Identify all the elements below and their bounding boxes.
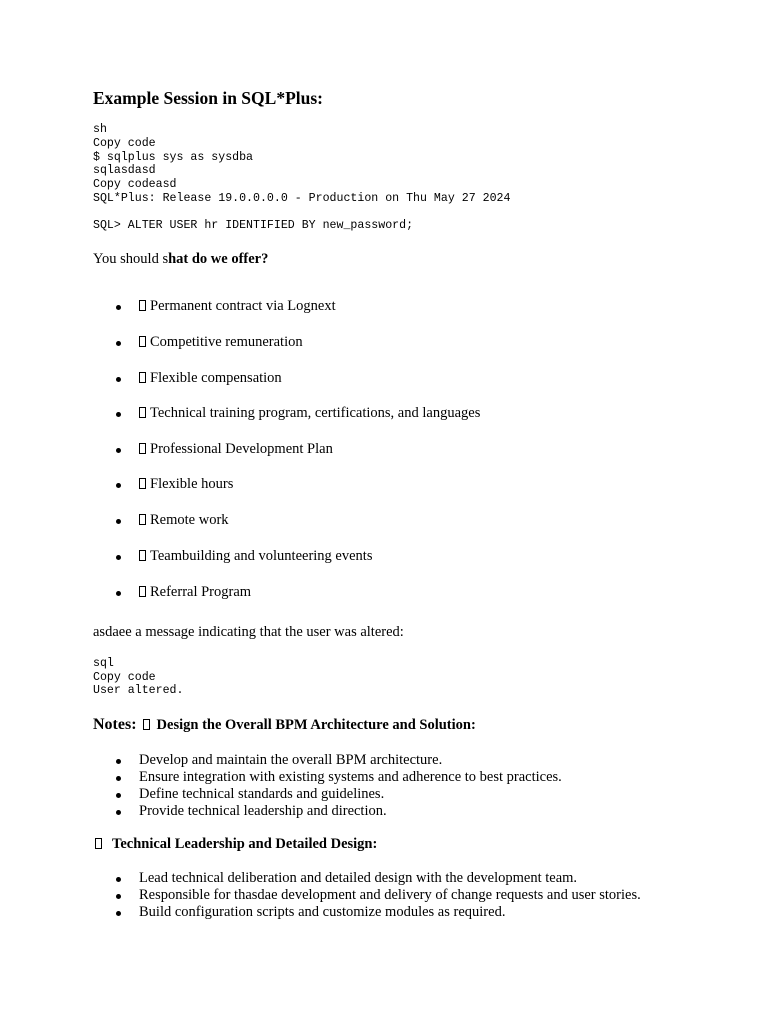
list-item — [139, 441, 333, 458]
bullet-icon — [116, 305, 121, 310]
list-item — [139, 298, 336, 315]
list-item — [139, 584, 251, 601]
missing-glyph-icon — [139, 550, 146, 561]
leadership-heading-text: Technical Leadership and Detailed Design: — [112, 836, 378, 852]
code-line: SQL*Plus: Release 19.0.0.0.0 - Production on Thu May 27 2024 — [93, 192, 511, 205]
code-line: Copy codeasd — [93, 178, 177, 191]
list-item — [139, 334, 303, 351]
missing-glyph-icon — [143, 719, 150, 730]
list-item-label: Remote work — [150, 512, 229, 528]
notes-heading-text: Design the Overall BPM Architecture and Solution: — [156, 717, 476, 733]
list-item — [139, 548, 372, 565]
list-item-label: Competitive remuneration — [150, 334, 303, 350]
missing-glyph-icon — [139, 514, 146, 525]
offer-heading-bold: hat do we offer? — [168, 251, 269, 267]
bullet-icon — [116, 877, 121, 882]
list-item-label: Flexible compensation — [150, 370, 282, 386]
list-item-label: Permanent contract via Lognext — [150, 298, 336, 314]
list-item — [139, 370, 282, 387]
bullet-icon — [116, 555, 121, 560]
bullet-icon — [116, 377, 121, 382]
code-line: $ sqlplus sys as sysdba — [93, 151, 254, 164]
bullet-icon — [116, 483, 121, 488]
code-line: sh — [93, 123, 107, 136]
list-item: Ensure integration with existing systems and adherence to best practices. — [139, 769, 562, 785]
list-item: Provide technical leadership and direction. — [139, 803, 387, 819]
bullet-icon — [116, 776, 121, 781]
missing-glyph-icon — [139, 372, 146, 383]
list-item — [139, 512, 229, 529]
list-item — [139, 476, 233, 493]
list-item — [139, 405, 480, 422]
missing-glyph-icon — [95, 838, 102, 849]
leadership-heading — [95, 836, 377, 853]
code-line: Copy code — [93, 671, 156, 684]
code-line: sqlasdasd — [93, 164, 156, 177]
bullet-icon — [116, 519, 121, 524]
bullet-icon — [116, 591, 121, 596]
list-item: Build configuration scripts and customize modules as required. — [139, 904, 506, 920]
bullet-icon — [116, 412, 121, 417]
bullet-icon — [116, 894, 121, 899]
missing-glyph-icon — [139, 300, 146, 311]
code-line: User altered. — [93, 684, 184, 697]
bullet-icon — [116, 448, 121, 453]
notes-label: Notes: — [93, 716, 137, 733]
list-item: Define technical standards and guidelines. — [139, 786, 385, 802]
code-line: sql — [93, 657, 114, 670]
code-line: Copy code — [93, 137, 156, 150]
notes-heading — [93, 716, 476, 734]
code-line-sql: SQL> ALTER USER hr IDENTIFIED BY new_password; — [93, 219, 414, 232]
list-item-label: Professional Development Plan — [150, 441, 333, 457]
missing-glyph-icon — [139, 443, 146, 454]
bullet-icon — [116, 810, 121, 815]
list-item: Lead technical deliberation and detailed design with the development team. — [139, 870, 578, 886]
offer-heading — [93, 251, 268, 268]
bullet-icon — [116, 911, 121, 916]
list-item-label: Teambuilding and volunteering events — [150, 548, 373, 564]
list-item-label: Technical training program, certifications, and languages — [150, 405, 481, 421]
page-heading: Example Session in SQL*Plus: — [93, 88, 323, 108]
list-item-label: Flexible hours — [150, 476, 234, 492]
missing-glyph-icon — [139, 478, 146, 489]
bullet-icon — [116, 341, 121, 346]
missing-glyph-icon — [139, 586, 146, 597]
missing-glyph-icon — [139, 407, 146, 418]
bullet-icon — [116, 793, 121, 798]
list-item: Responsible for thasdae development and delivery of change requests and user stories. — [139, 887, 641, 903]
altered-message: asdaee a message indicating that the user was altered: — [93, 624, 404, 640]
missing-glyph-icon — [139, 336, 146, 347]
list-item: Develop and maintain the overall BPM architecture. — [139, 752, 443, 768]
offer-heading-prefix: You should s — [93, 251, 169, 267]
bullet-icon — [116, 759, 121, 764]
list-item-label: Referral Program — [150, 584, 252, 600]
